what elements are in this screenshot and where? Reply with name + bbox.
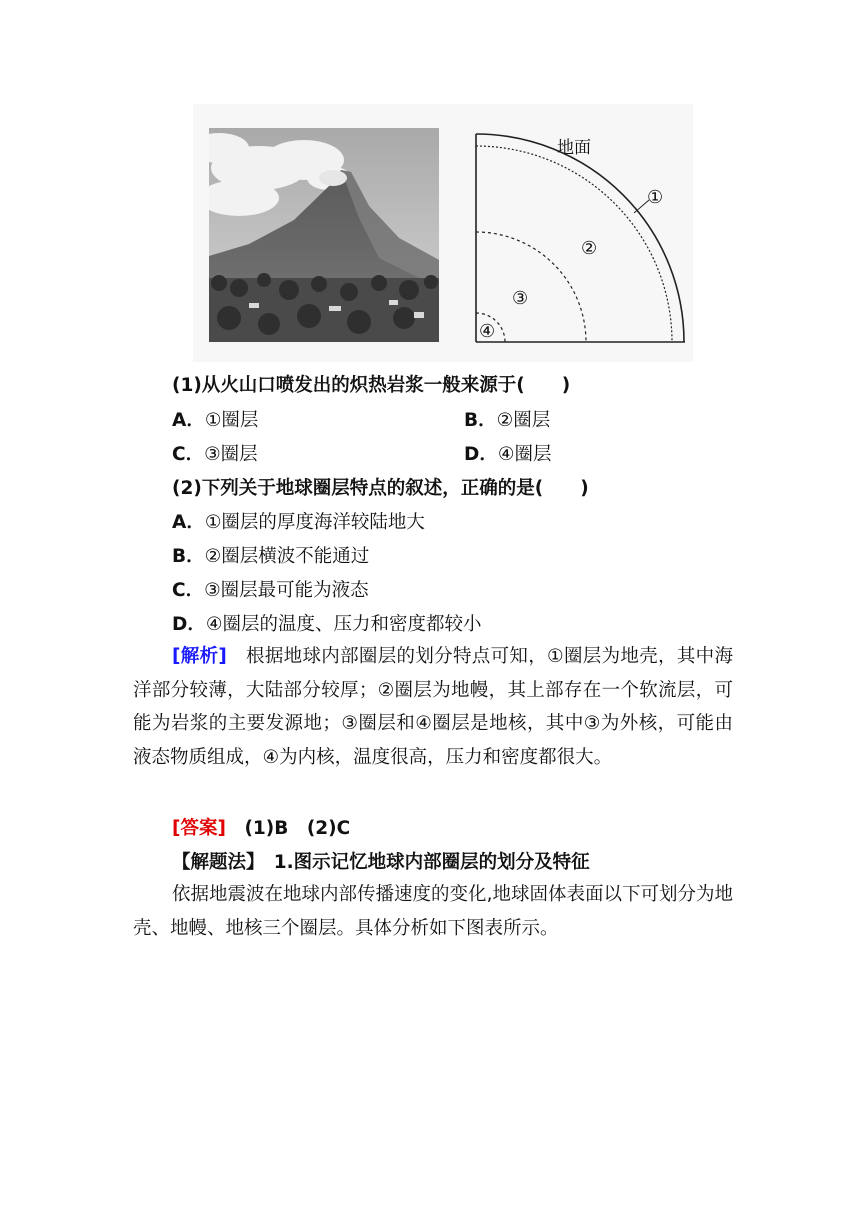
option-key: C． (172, 580, 205, 601)
q1-option-d[interactable] (464, 440, 551, 466)
analysis-paragraph (133, 640, 733, 774)
option-text: ③圈层 (204, 444, 258, 465)
layer4-label: ④ (479, 321, 496, 342)
method-paragraph: 依据地震波在地球内部传播速度的变化,地球固体表面以下可划分为地壳、地幔、地核三个圈层。具体分析如下图表所示。 (133, 884, 733, 939)
volcano-photo (209, 128, 439, 342)
option-key: D． (464, 444, 498, 465)
option-key: B． (464, 410, 497, 431)
option-key: C． (172, 444, 205, 465)
method-heading (172, 848, 590, 874)
answer-text: (1)B (2)C (244, 818, 351, 839)
option-text: ③圈层最可能为液态 (204, 580, 369, 601)
q1-option-a[interactable] (172, 406, 258, 432)
question1-stem: (1)从火山口喷发出的炽热岩浆一般来源于( ) (172, 375, 571, 396)
q2-option-d[interactable] (172, 610, 481, 636)
figure-panel (193, 104, 693, 362)
method-title: 1.图示记忆地球内部圈层的划分及特征 (273, 852, 590, 873)
q1-option-c[interactable] (172, 440, 258, 466)
option-text: ④圈层 (497, 444, 552, 465)
option-text: ①圈层 (204, 410, 259, 431)
q2-option-b[interactable] (172, 542, 369, 568)
question2-stem: (2)下列关于地球圈层特点的叙述，正确的是( ) (172, 478, 589, 499)
earth-layers-diagram (469, 128, 693, 362)
q2-option-c[interactable] (172, 576, 369, 602)
option-key: B． (172, 546, 205, 567)
option-key: D． (172, 614, 206, 635)
option-key: A． (172, 410, 205, 431)
layer3-label: ③ (512, 288, 529, 309)
option-text: ①圈层的厚度海洋较陆地大 (204, 512, 425, 533)
q2-option-a[interactable] (172, 508, 425, 534)
surface-label: 地面 (557, 138, 591, 158)
layer1-label: ① (647, 187, 664, 208)
answer-line (172, 814, 350, 840)
option-key: A． (172, 512, 205, 533)
layer2-label: ② (581, 238, 598, 259)
method-tag: 【解题法】 (172, 852, 256, 873)
option-text: ②圈层横波不能通过 (204, 546, 370, 567)
option-text: ④圈层的温度、压力和密度都较小 (205, 614, 482, 635)
q1-option-b[interactable] (464, 406, 550, 432)
analysis-tag: [解析] (172, 646, 227, 667)
answer-tag: [答案] (172, 818, 226, 839)
option-text: ②圈层 (496, 410, 551, 431)
analysis-text: 根据地球内部圈层的划分特点可知，①圈层为地壳，其中海洋部分较薄，大陆部分较厚；②圈层为地幔，其上部存在一个软流层，可能为岩浆的主要发源地；③圈层和④圈层是地核，其中③为外核，可能由液态物质组成，④为内核，温度很高，压力和密度都很大。 (133, 646, 733, 768)
